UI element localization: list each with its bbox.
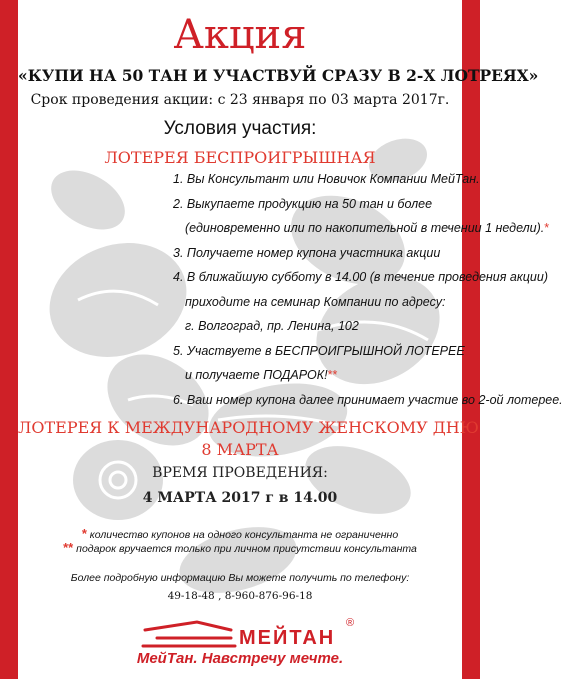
footnote-1-text: количество купонов на одного консультанта не ограниченно [89, 529, 399, 541]
condition-item: 2. Выкупаете продукцию на 50 тан и более [173, 197, 433, 211]
footnote-2-text: подарок вручается только при личном присутствии консультанта [76, 543, 417, 555]
footnote-star: * [81, 526, 87, 541]
condition-item-continuation [185, 220, 549, 236]
footnote-double-star: ** [327, 368, 338, 382]
conditions-heading: Условия участия: [163, 118, 317, 139]
event-time-label: ВРЕМЯ ПРОВЕДЕНИЯ: [152, 465, 328, 481]
contact-info-text: Более подробную информацию Вы можете получить по телефону: [70, 572, 410, 584]
lottery2-date: 8 МАРТА [201, 440, 279, 459]
condition-item: 5. Участвуете в БЕСПРОИГРЫШНОЙ ЛОТЕРЕЕ [173, 344, 465, 358]
condition-text: (единовременно или по накопительной в течении 1 недели). [185, 221, 545, 235]
condition-item: 1. Вы Консультант или Новичок Компании МейТан. [173, 172, 480, 186]
condition-item: 3. Получаете номер купона участника акции [173, 246, 441, 260]
condition-text: и получаете ПОДАРОК! [185, 368, 328, 382]
condition-item: 4. В ближайшую субботу в 14.00 (в течение проведения акции) [173, 270, 548, 284]
lottery1-heading: ЛОТЕРЕЯ БЕСПРОИГРЫШНАЯ [104, 148, 376, 167]
contact-phones: 49-18-48 , 8-960-876-96-18 [167, 590, 313, 602]
footnote-star: * [544, 221, 550, 235]
event-time-value: 4 МАРТА 2017 г в 14.00 [142, 490, 338, 506]
condition-address: г. Волгоград, пр. Ленина, 102 [185, 319, 359, 333]
lottery2-heading: ЛОТЕРЕЯ К МЕЖДУНАРОДНОМУ ЖЕНСКОМУ ДНЮ [18, 418, 479, 437]
page-title: Акция [173, 12, 307, 58]
condition-item-continuation [185, 367, 337, 383]
condition-item: 6. Ваш номер купона далее принимает участие во 2-ой лотерее. [173, 393, 563, 407]
footnote-2 [18, 540, 462, 555]
promo-period: Срок проведения акции: с 23 января по 03 марта 2017г. [30, 92, 450, 108]
footnote-1 [18, 526, 462, 541]
promo-slogan: «КУПИ НА 50 ТАН И УЧАСТВУЙ СРАЗУ В 2-Х ЛОТРЕЯХ» [18, 66, 539, 85]
condition-item-continuation: приходите на семинар Компании по адресу: [185, 295, 446, 309]
footnote-double-star: ** [63, 540, 74, 555]
tagline: МейТан. Навстречу мечте. [136, 650, 344, 667]
logo-wordmark: МЕЙТАН [239, 627, 336, 649]
registered-mark: ® [346, 617, 355, 629]
